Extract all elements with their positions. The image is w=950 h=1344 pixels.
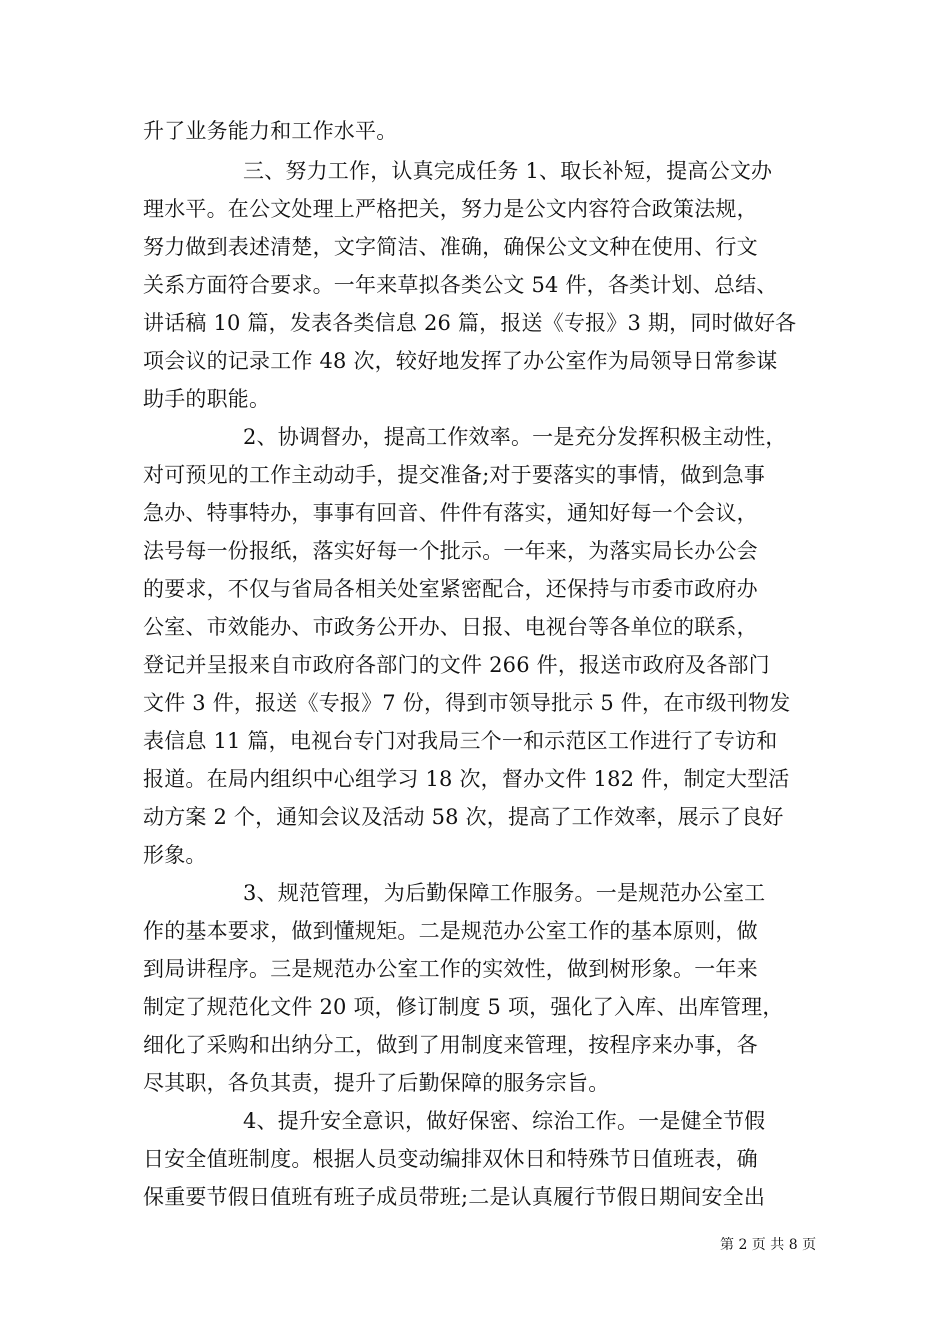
text-line: 日安全值班制度。根据人员变动编排双休日和特殊节日值班表，确 — [143, 1147, 758, 1171]
text-line: 努力做到表述清楚，文字简洁、准确，确保公文文种在使用、行文 — [143, 235, 758, 259]
text-line: 2、协调督办，提高工作效率。一是充分发挥积极主动性， — [243, 425, 787, 449]
text-line: 保重要节假日值班有班子成员带班;二是认真履行节假日期间安全出 — [143, 1185, 766, 1209]
text-line: 动方案 2 个，通知会议及活动 58 次，提高了工作效率，展示了良好 — [143, 805, 784, 829]
text-line: 表信息 11 篇，电视台专门对我局三个一和示范区工作进行了专访和 — [143, 729, 778, 753]
text-line: 形象。 — [143, 843, 207, 867]
text-line: 急办、特事特办，事事有回音、件件有落实，通知好每一个会议， — [143, 501, 758, 525]
text-line: 报道。在局内组织中心组学习 18 次，督办文件 182 件，制定大型活 — [143, 767, 790, 791]
text-line: 理水平。在公文处理上严格把关，努力是公文内容符合政策法规， — [143, 197, 758, 221]
text-line: 制定了规范化文件 20 项，修订制度 5 项，强化了入库、出库管理， — [143, 995, 784, 1019]
text-line: 登记并呈报来自市政府各部门的文件 266 件，报送市政府及各部门 — [143, 653, 770, 677]
text-line: 4、提升安全意识，做好保密、综治工作。一是健全节假 — [243, 1109, 766, 1133]
text-line: 作的基本要求，做到懂规矩。二是规范办公室工作的基本原则，做 — [143, 919, 758, 943]
text-line: 到局讲程序。三是规范办公室工作的实效性，做到树形象。一年来 — [143, 957, 758, 981]
text-line: 关系方面符合要求。一年来草拟各类公文 54 件，各类计划、总结、 — [143, 273, 778, 297]
page-number: 第 2 页 共 8 页 — [720, 1237, 817, 1253]
text-line: 的要求，不仅与省局各相关处室紧密配合，还保持与市委市政府办 — [143, 577, 758, 601]
text-line: 细化了采购和出纳分工，做到了用制度来管理，按程序来办事，各 — [143, 1033, 758, 1057]
text-line: 升了业务能力和工作水平。 — [143, 119, 398, 143]
text-line: 助手的职能。 — [143, 387, 271, 411]
text-line: 项会议的记录工作 48 次，较好地发挥了办公室作为局领导日常参谋 — [143, 349, 778, 373]
text-line: 讲话稿 10 篇，发表各类信息 26 篇，报送《专报》3 期，同时做好各 — [143, 311, 797, 335]
text-line: 三、努力工作，认真完成任务 1、取长补短，提高公文办 — [243, 159, 773, 183]
text-line: 3、规范管理，为后勤保障工作服务。一是规范办公室工 — [243, 881, 766, 905]
text-line: 尽其职，各负其责，提升了后勤保障的服务宗旨。 — [143, 1071, 610, 1095]
text-line: 对可预见的工作主动动手，提交准备;对于要落实的事情，做到急事 — [143, 463, 766, 487]
text-line: 公室、市效能办、市政务公开办、日报、电视台等各单位的联系， — [143, 615, 758, 639]
text-line: 法号每一份报纸，落实好每一个批示。一年来，为落实局长办公会 — [143, 539, 758, 563]
text-line: 文件 3 件，报送《专报》7 份，得到市领导批示 5 件，在市级刊物发 — [143, 691, 791, 715]
